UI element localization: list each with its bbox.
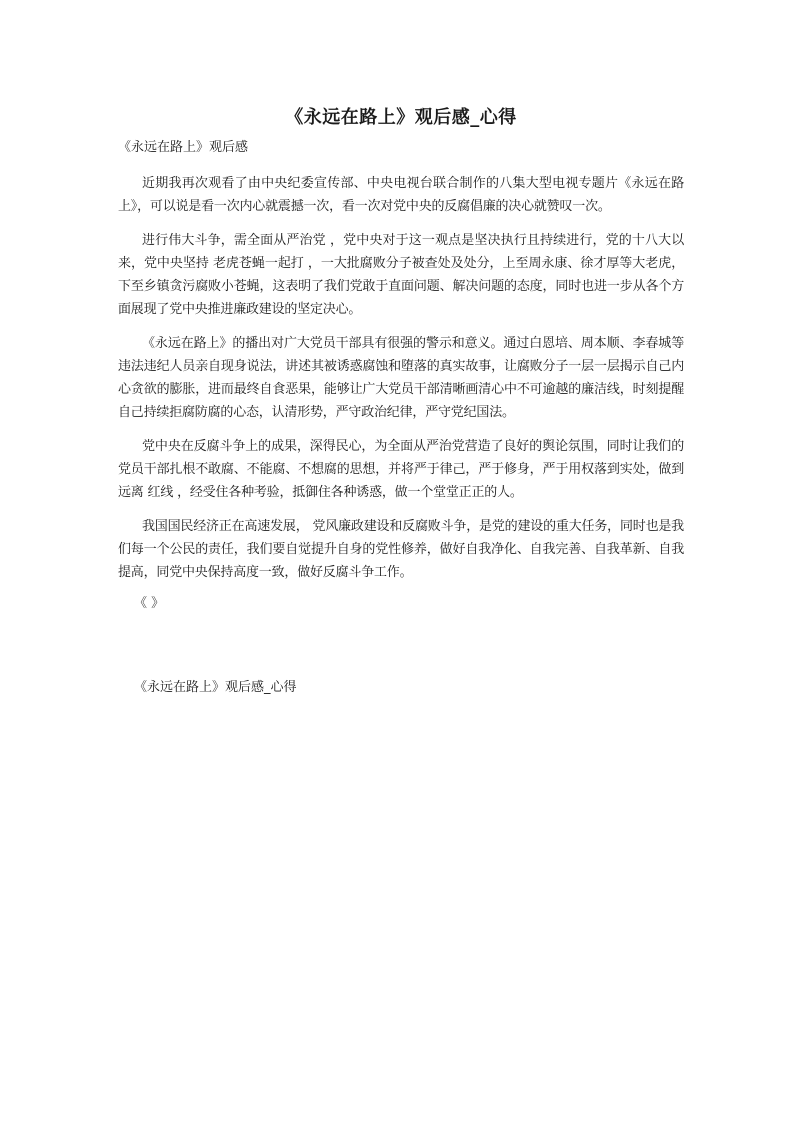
document-title: 《永远在路上》观后感_心得 [285,107,517,128]
paragraph-3: 《永远在路上》的播出对广大党员干部具有很强的警示和意义。通过白恩培、周本顺、李春城等违法违纪人员亲自现身说法，讲述其被诱惑腐蚀和堕落的真实故事，让腐败分子一层一层揭示自己内心贪欲的膨胀，进而最终自食恶果，能够让广大党员干部清晰画清心中不可逾越的廉洁线，时刻提醒自己持续拒腐防腐的心态，认清形势，严守政治纪律，严守党纪国法。 [118,336,684,420]
document-subtitle: 《永远在路上》观后感 [118,140,249,155]
document-footer: 《永远在路上》观后感_心得 [134,680,297,695]
paragraph-4: 党中央在反腐斗争上的成果，深得民心，为全面从严治党营造了良好的舆论氛围，同时让我们的党员干部扎根不敢腐、不能腐、不想腐的思想，并将严于律己，严于修身，严于用权落到实处，做到远离 红线 ，经受住各种考验，抵御住各种诱惑，做一个堂堂正正的人。 [118,439,684,500]
paragraph-5: 我国国民经济正在高速发展， 党风廉政建设和反腐败斗争，是党的建设的重大任务，同时也是我们每一个公民的责任，我们要自觉提升自身的党性修养，做好自我净化、自我完善、自我革新、自我提高，同党中央保持高度一致，做好反腐斗争工作。 [118,519,684,580]
empty-brackets: 《 》 [134,596,165,611]
paragraph-2: 进行伟大斗争，需全面从严治党 ，党中央对于这一观点是坚决执行且持续进行，党的十八大以来，党中央坚持 老虎苍蝇一起打 ，一大批腐败分子被查处及处分，上至周永康、徐才厚等大老虎，下至乡镇贪污腐败小苍蝇，这表明了我们党敢于直面问题、解决问题的态度，同时也进一步从各个方面展现了党中央推进廉政建设的坚定决心。 [118,233,684,317]
paragraph-1: 近期我再次观看了由中央纪委宣传部、中央电视台联合制作的八集大型电视专题片《永远在路上》，可以说是看一次内心就震撼一次，看一次对党中央的反腐倡廉的决心就赞叹一次。 [118,176,684,214]
document-page [118,104,684,698]
